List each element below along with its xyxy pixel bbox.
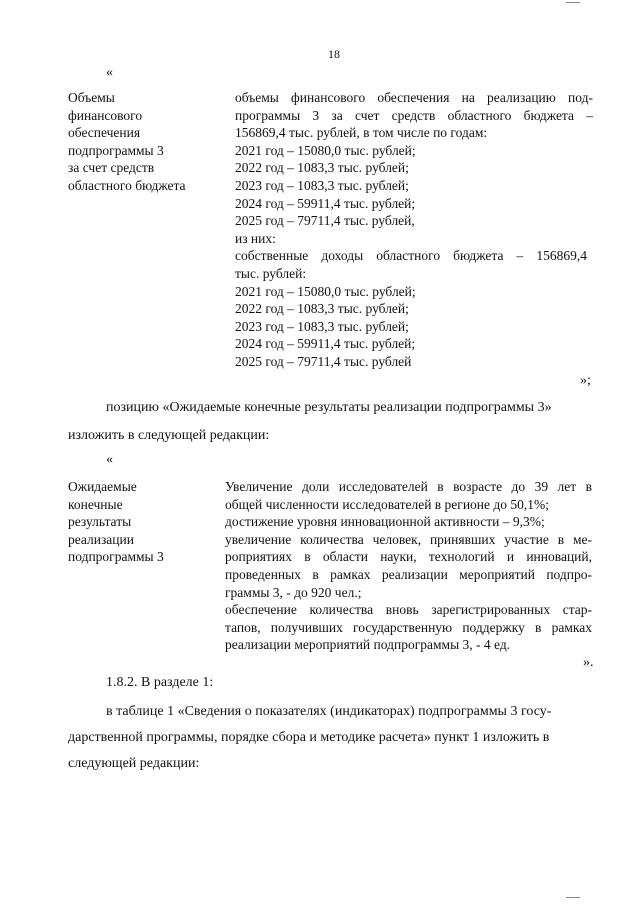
financing-line: 2024 год – 59911,4 тыс. рублей; [235, 195, 416, 211]
text-line: реализации мероприятий подпрограммы 3, - 4 ед. [225, 637, 511, 653]
text-line: Объемы [68, 90, 115, 105]
financing-line: 2021 год – 15080,0 тыс. рублей; [235, 283, 416, 299]
financing-line: 2021 год – 15080,0 тыс. рублей; [235, 142, 416, 158]
scan-mark [566, 897, 580, 898]
text-line: граммы 3, - до 920 чел.; [225, 584, 362, 600]
financing-label [68, 89, 228, 195]
text-line: общей численности исследователей в регионе до 50,1%; [225, 496, 550, 512]
financing-line: 2025 год – 79711,4 тыс. рублей, [235, 213, 415, 229]
text-line: тапов, получивших государственную поддержку в рамках [225, 619, 592, 635]
financing-line: 2022 год – 1083,3 тыс. рублей; [235, 160, 409, 176]
text-line: подпрограммы 3 [68, 549, 164, 565]
close-quote-2: ». [583, 655, 594, 670]
text-line: увеличение количества человек, принявших участие в ме- [225, 531, 592, 547]
open-quote-1: « [106, 65, 113, 80]
expected-results-label [68, 478, 218, 566]
text-line: проведенных в рамках реализации мероприятий подпро- [225, 566, 592, 582]
financing-line: из них: [235, 230, 276, 246]
open-quote-2: « [106, 452, 113, 467]
expected-results-text [225, 478, 592, 654]
section-paragraph-line: в таблице 1 «Сведения о показателях (индикаторах) подпрограммы 3 госу- [106, 704, 552, 719]
page-number: 18 [328, 47, 340, 61]
text-line: Ожидаемые [68, 479, 137, 494]
instruction-line-1: позицию «Ожидаемые конечные результаты реализации подпрограммы 3» [106, 400, 552, 415]
section-paragraph-line: следующей редакции: [68, 756, 200, 771]
text-line: результаты [68, 514, 132, 530]
financing-line: 156869,4 тыс. рублей, в том числе по годам: [235, 125, 488, 141]
close-quote-1: »; [580, 373, 591, 388]
text-line: обеспечение количества вновь зарегистрированных стар- [225, 602, 592, 618]
text-line: роприятиях в области науки, технологий и инноваций, [225, 549, 592, 565]
text-line: подпрограммы 3 [68, 142, 164, 158]
financing-line: 2023 год – 1083,3 тыс. рублей; [235, 318, 409, 334]
section-paragraph-line: дарственной программы, порядке сбора и методике расчета» пункт 1 изложить в [68, 730, 550, 745]
financing-line: 2025 год – 79711,4 тыс. рублей [235, 353, 412, 369]
financing-line: собственные доходы областного бюджета – 156869,4 [235, 248, 587, 264]
text-line: достижение уровня инновационной активности – 9,3%; [225, 514, 545, 530]
financing-line: 2022 год – 1083,3 тыс. рублей; [235, 301, 409, 317]
text-line: финансового [68, 107, 143, 123]
financing-line: программы 3 за счет средств областного бюджета – [235, 107, 593, 123]
financing-text [235, 89, 593, 371]
financing-line: 2023 год – 1083,3 тыс. рублей; [235, 177, 409, 193]
text-line: реализации [68, 531, 134, 547]
financing-line: объемы финансового обеспечения на реализацию под- [235, 90, 593, 105]
instruction-line-2: изложить в следующей редакции: [68, 428, 270, 443]
scan-mark [566, 2, 580, 3]
financing-line: тыс. рублей: [235, 265, 307, 281]
text-line: за счет средств [68, 160, 155, 176]
text-line: конечные [68, 496, 123, 512]
text-line: обеспечения [68, 125, 141, 141]
text-line: областного бюджета [68, 177, 186, 193]
section-heading: 1.8.2. В разделе 1: [106, 675, 214, 690]
financing-line: 2024 год – 59911,4 тыс. рублей; [235, 336, 416, 352]
text-line: Увеличение доли исследователей в возрасте до 39 лет в [225, 479, 592, 494]
